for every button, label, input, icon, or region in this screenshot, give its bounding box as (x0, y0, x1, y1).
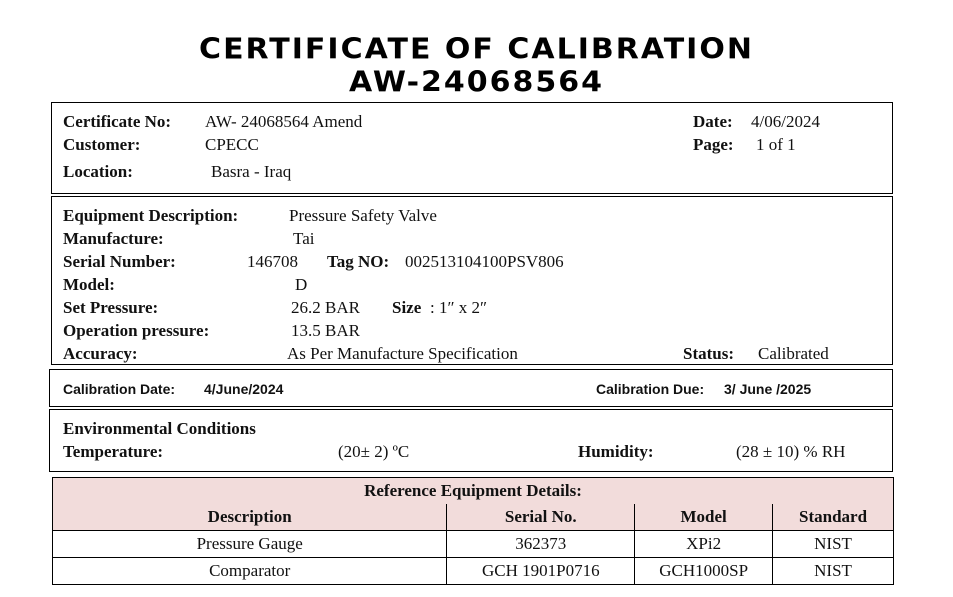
status-label: Status: (683, 344, 735, 363)
calibration-date-value: 4/June/2024 (204, 381, 284, 397)
page-value: 1 of 1 (756, 135, 796, 154)
date-value: 4/06/2024 (751, 112, 820, 131)
accuracy-label: Accuracy: (63, 344, 138, 363)
manufacture-value: Tai (293, 229, 315, 248)
row-model: XPi2 (635, 531, 773, 558)
calibration-due-label: Calibration Due: (596, 381, 705, 397)
row-serial: GCH 1901P0716 (447, 558, 635, 585)
reference-caption: Reference Equipment Details: (53, 478, 894, 505)
equipment-desc-label: Equipment Description: (63, 206, 239, 225)
reference-header-row (53, 504, 894, 531)
column-header-serial: Serial No. (447, 504, 635, 531)
column-header-model: Model (635, 504, 773, 531)
environment-heading: Environmental Conditions (63, 419, 256, 438)
temperature-value: (20± 2) ºC (338, 442, 410, 461)
row-standard: NIST (773, 558, 894, 585)
calibration-due-value: 3/ June /2025 (724, 381, 812, 397)
accuracy-value: As Per Manufacture Specification (287, 344, 518, 363)
reference-caption-row (53, 478, 894, 505)
location-label: Location: (63, 162, 133, 181)
customer-value: CPECC (205, 135, 259, 154)
date-label: Date: (693, 112, 733, 131)
cert-no-value: AW- 24068564 Amend (205, 112, 363, 131)
table-row (53, 558, 894, 585)
row-standard: NIST (773, 531, 894, 558)
calibration-date-label: Calibration Date: (63, 381, 176, 397)
customer-label: Customer: (63, 135, 141, 154)
page-label: Page: (693, 135, 734, 154)
column-header-standard: Standard (773, 504, 894, 531)
model-value: D (295, 275, 308, 294)
status-value: Calibrated (758, 344, 829, 363)
row-description: Pressure Gauge (53, 531, 447, 558)
cert-no-label: Certificate No: (63, 112, 172, 131)
column-header-description: Description (53, 504, 447, 531)
set-pressure-label: Set Pressure: (63, 298, 159, 317)
serial-number-label: Serial Number: (63, 252, 176, 271)
location-value: Basra - Iraq (211, 162, 292, 181)
certificate-title: CERTIFICATE OF CALIBRATION (199, 32, 754, 67)
tag-no-value: 002513104100PSV806 (405, 252, 564, 271)
equipment-desc-value: Pressure Safety Valve (289, 206, 437, 225)
serial-number-value: 146708 (247, 252, 298, 271)
operation-pressure-label: Operation pressure: (63, 321, 210, 340)
model-label: Model: (63, 275, 115, 294)
row-model: GCH1000SP (635, 558, 773, 585)
certificate-number-title: AW-24068564 (348, 65, 605, 100)
set-pressure-value: 26.2 BAR (291, 298, 360, 317)
operation-pressure-value: 13.5 BAR (291, 321, 360, 340)
temperature-label: Temperature: (63, 442, 164, 461)
humidity-value: (28 ± 10) % RH (736, 442, 846, 461)
reference-equipment-table (52, 477, 894, 585)
row-description: Comparator (53, 558, 447, 585)
equipment-content (51, 196, 893, 363)
row-serial: 362373 (447, 531, 635, 558)
manufacture-label: Manufacture: (63, 229, 164, 248)
table-row (53, 531, 894, 558)
size-label: Size (392, 298, 422, 317)
humidity-label: Humidity: (578, 442, 654, 461)
size-value: : 1″ x 2″ (430, 298, 488, 317)
tag-no-label: Tag NO: (327, 252, 390, 271)
